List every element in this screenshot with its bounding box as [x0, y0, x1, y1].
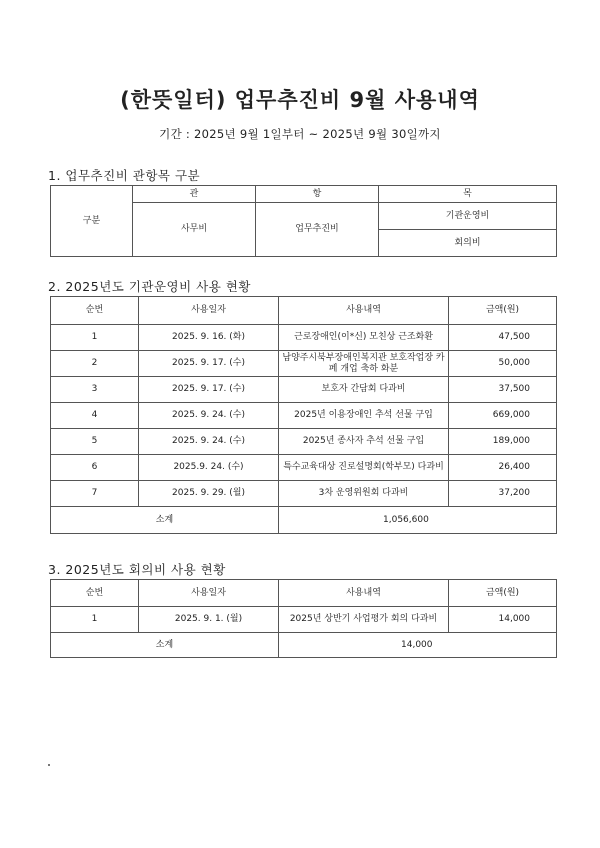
row-amount: 14,000 — [449, 607, 557, 633]
row-amount: 50,000 — [449, 351, 557, 377]
row-desc: 특수교육대상 진로설명회(학부모) 다과비 — [279, 455, 449, 481]
col-mok-header: 목 — [379, 186, 557, 203]
row-no: 1 — [51, 607, 139, 633]
row-desc: 보호자 간담회 다과비 — [279, 377, 449, 403]
row-date: 2025. 9. 17. (수) — [139, 377, 279, 403]
header-no: 순번 — [51, 580, 139, 607]
row-amount: 37,500 — [449, 377, 557, 403]
col-hang-header: 항 — [256, 186, 379, 203]
subtotal-value: 14,000 — [279, 633, 557, 658]
mok-value-operation: 기관운영비 — [379, 203, 557, 230]
row-date: 2025. 9. 24. (수) — [139, 429, 279, 455]
period-text: 기간 : 2025년 9월 1일부터 ~ 2025년 9월 30일까지 — [159, 127, 441, 141]
header-amount: 금액(원) — [449, 297, 557, 325]
table-row — [51, 377, 557, 403]
operation-expense-table — [50, 296, 557, 534]
header-amount: 금액(원) — [449, 580, 557, 607]
subtotal-row — [51, 507, 557, 534]
row-date: 2025. 9. 16. (화) — [139, 325, 279, 351]
hang-value: 업무추진비 — [256, 203, 379, 257]
section2-heading: 2. 2025년도 기관운영비 사용 현황 — [48, 279, 251, 294]
table-row — [51, 481, 557, 507]
table-row — [51, 351, 557, 377]
row-no: 7 — [51, 481, 139, 507]
table-header-row — [51, 297, 557, 325]
row-desc: 남양주시북부장애인복지관 보호작업장 카페 개업 축하 화분 — [279, 351, 449, 377]
header-date: 사용일자 — [139, 580, 279, 607]
row-amount: 669,000 — [449, 403, 557, 429]
table-row — [51, 455, 557, 481]
row-amount: 26,400 — [449, 455, 557, 481]
gwan-value: 사무비 — [133, 203, 256, 257]
row-no: 5 — [51, 429, 139, 455]
row-date: 2025. 9. 24. (수) — [139, 403, 279, 429]
row-no: 1 — [51, 325, 139, 351]
category-row-header: 구분 — [51, 186, 133, 257]
subtotal-label: 소계 — [51, 633, 279, 658]
row-date: 2025.9. 24. (수) — [139, 455, 279, 481]
col-gwan-header: 관 — [133, 186, 256, 203]
meeting-expense-table — [50, 579, 557, 658]
row-date: 2025. 9. 17. (수) — [139, 351, 279, 377]
header-desc: 사용내역 — [279, 580, 449, 607]
row-date: 2025. 9. 29. (월) — [139, 481, 279, 507]
row-desc: 3차 운영위원회 다과비 — [279, 481, 449, 507]
subtotal-label: 소계 — [51, 507, 279, 534]
row-desc: 근로장애인(이*신) 모친상 근조화환 — [279, 325, 449, 351]
mok-value-meeting: 회의비 — [379, 230, 557, 257]
header-no: 순번 — [51, 297, 139, 325]
row-no: 4 — [51, 403, 139, 429]
row-desc: 2025년 종사자 추석 선물 구입 — [279, 429, 449, 455]
table-row — [51, 325, 557, 351]
header-date: 사용일자 — [139, 297, 279, 325]
row-amount: 37,200 — [449, 481, 557, 507]
row-amount: 47,500 — [449, 325, 557, 351]
row-desc: 2025년 상반기 사업평가 회의 다과비 — [279, 607, 449, 633]
subtotal-row — [51, 633, 557, 658]
row-amount: 189,000 — [449, 429, 557, 455]
page-mark — [48, 764, 50, 766]
category-table — [50, 185, 557, 257]
document-title: (한뜻일터) 업무추진비 9월 사용내역 — [120, 88, 480, 112]
row-desc: 2025년 이용장애인 추석 선물 구입 — [279, 403, 449, 429]
subtotal-value: 1,056,600 — [279, 507, 557, 534]
table-row — [51, 403, 557, 429]
row-no: 6 — [51, 455, 139, 481]
table-header-row — [51, 580, 557, 607]
section3-heading: 3. 2025년도 회의비 사용 현황 — [48, 562, 226, 577]
header-desc: 사용내역 — [279, 297, 449, 325]
row-no: 3 — [51, 377, 139, 403]
table-row — [51, 429, 557, 455]
row-date: 2025. 9. 1. (월) — [139, 607, 279, 633]
section1-heading: 1. 업무추진비 관항목 구분 — [48, 168, 201, 183]
row-no: 2 — [51, 351, 139, 377]
table-row — [51, 607, 557, 633]
